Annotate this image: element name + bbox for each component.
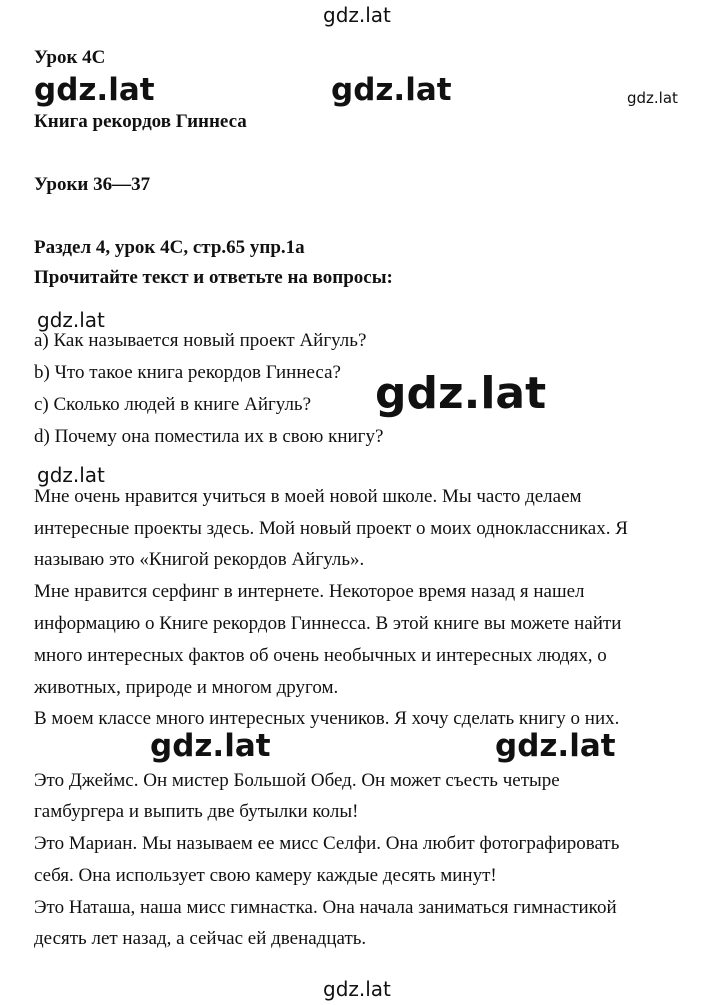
lessons-label: Уроки 36—37 bbox=[34, 174, 151, 195]
text-line-11: Это Мариан. Мы называем ее мисс Селфи. Она любит фотографировать bbox=[34, 833, 620, 854]
question-d: d) Почему она поместила их в свою книгу? bbox=[34, 426, 384, 447]
watermark-big: gdz.lat bbox=[375, 368, 547, 419]
text-line-14: десять лет назад, а сейчас ей двенадцать. bbox=[34, 928, 367, 949]
text-line-6: много интересных фактов об очень необычных и интересных людях, о bbox=[34, 645, 607, 666]
question-a: a) Как называется новый проект Айгуль? bbox=[34, 330, 367, 351]
watermark-row1-c: gdz.lat bbox=[627, 89, 678, 107]
question-c: c) Сколько людей в книге Айгуль? bbox=[34, 394, 312, 415]
text-line-13: Это Наташа, наша мисс гимнастка. Она начала заниматься гимнастикой bbox=[34, 897, 617, 918]
lesson-label: Урок 4С bbox=[34, 47, 106, 68]
watermark-text: gdz.lat bbox=[37, 463, 105, 487]
question-b: b) Что такое книга рекордов Гиннеса? bbox=[34, 362, 341, 383]
watermark-bottom: gdz.lat bbox=[323, 977, 391, 1001]
text-line-4: Мне нравится серфинг в интернете. Некоторое время назад я нашел bbox=[34, 581, 585, 602]
watermark-questions: gdz.lat bbox=[37, 308, 105, 332]
watermark-mid-b: gdz.lat bbox=[495, 728, 616, 764]
text-line-7: животных, природе и многом другом. bbox=[34, 677, 339, 698]
text-line-12: себя. Она использует свою камеру каждые десять минут! bbox=[34, 865, 497, 886]
page-title: Книга рекордов Гиннеса bbox=[34, 111, 247, 132]
watermark-row1-a: gdz.lat bbox=[34, 72, 155, 108]
text-line-5: информацию о Книге рекордов Гиннесса. В этой книге вы можете найти bbox=[34, 613, 622, 634]
watermark-mid-a: gdz.lat bbox=[150, 728, 271, 764]
section-label: Раздел 4, урок 4С, стр.65 упр.1а bbox=[34, 237, 305, 258]
text-line-9: Это Джеймс. Он мистер Большой Обед. Он может съесть четыре bbox=[34, 770, 560, 791]
watermark-top: gdz.lat bbox=[323, 3, 391, 27]
task-label: Прочитайте текст и ответьте на вопросы: bbox=[34, 267, 393, 288]
watermark-row1-b: gdz.lat bbox=[331, 72, 452, 108]
text-line-8: В моем классе много интересных учеников. Я хочу сделать книгу о них. bbox=[34, 708, 620, 729]
text-line-1: Мне очень нравится учиться в моей новой школе. Мы часто делаем bbox=[34, 486, 582, 507]
text-line-2: интересные проекты здесь. Мой новый проект о моих одноклассниках. Я bbox=[34, 518, 628, 539]
text-line-10: гамбургера и выпить две бутылки колы! bbox=[34, 801, 359, 822]
text-line-3: называю это «Книгой рекордов Айгуль». bbox=[34, 549, 365, 570]
